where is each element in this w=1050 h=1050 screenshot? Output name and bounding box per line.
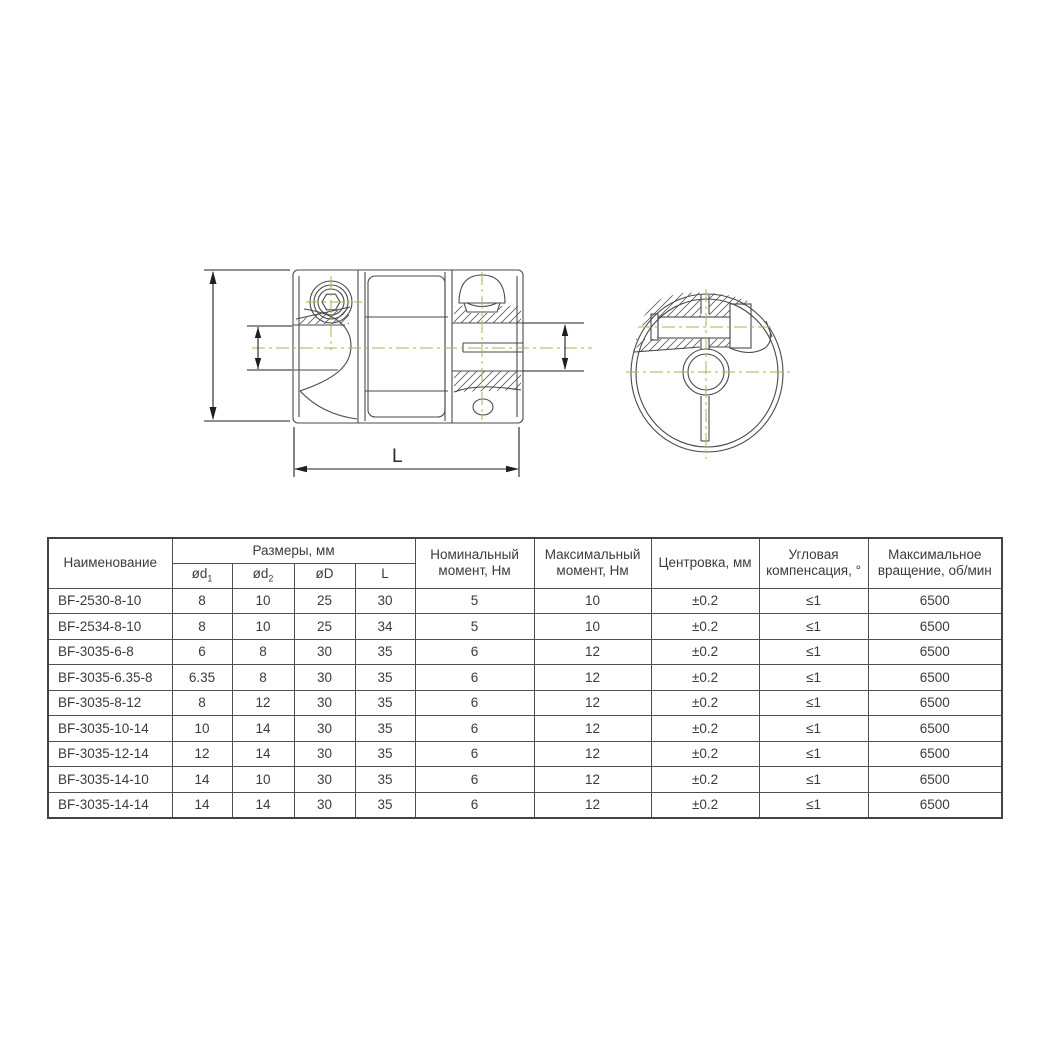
header-max-torque: Максимальный момент, Нм — [534, 538, 651, 588]
cell-angular: ≤1 — [759, 741, 868, 767]
cell-rpm: 6500 — [868, 639, 1002, 665]
cell-nominal-torque: 6 — [415, 665, 534, 691]
cell-rpm: 6500 — [868, 767, 1002, 793]
cell-rpm: 6500 — [868, 741, 1002, 767]
cell-model: BF-3035-14-14 — [48, 792, 172, 818]
cell-centering: ±0.2 — [651, 792, 759, 818]
cell-d2: 14 — [232, 741, 294, 767]
cell-angular: ≤1 — [759, 690, 868, 716]
cell-centering: ±0.2 — [651, 690, 759, 716]
header-L: L — [355, 563, 415, 588]
cell-D: 30 — [294, 767, 355, 793]
cell-model: BF-2530-8-10 — [48, 588, 172, 614]
table-row — [48, 588, 1002, 614]
cell-rpm: 6500 — [868, 588, 1002, 614]
cell-model: BF-2534-8-10 — [48, 614, 172, 640]
cell-nominal-torque: 5 — [415, 614, 534, 640]
cell-centering: ±0.2 — [651, 767, 759, 793]
header-D: øD — [294, 563, 355, 588]
cell-centering: ±0.2 — [651, 588, 759, 614]
cell-centering: ±0.2 — [651, 665, 759, 691]
cell-model: BF-3035-14-10 — [48, 767, 172, 793]
dimension-od-outer — [204, 270, 290, 421]
cell-max-torque: 10 — [534, 588, 651, 614]
cell-rpm: 6500 — [868, 665, 1002, 691]
cell-model: BF-3035-6-8 — [48, 639, 172, 665]
cell-model: BF-3035-12-14 — [48, 741, 172, 767]
cell-centering: ±0.2 — [651, 716, 759, 742]
header-max-rotation: Максимальное вращение, об/мин — [868, 538, 1002, 588]
cell-angular: ≤1 — [759, 792, 868, 818]
cell-d1: 6 — [172, 639, 232, 665]
cell-d1: 14 — [172, 792, 232, 818]
cell-nominal-torque: 5 — [415, 588, 534, 614]
cell-D: 25 — [294, 588, 355, 614]
cell-max-torque: 12 — [534, 690, 651, 716]
spec-table — [47, 537, 1003, 819]
table-row — [48, 639, 1002, 665]
cell-max-torque: 12 — [534, 792, 651, 818]
cell-max-torque: 12 — [534, 665, 651, 691]
table-row — [48, 665, 1002, 691]
dimension-lines — [204, 270, 584, 477]
cell-max-torque: 12 — [534, 716, 651, 742]
cell-angular: ≤1 — [759, 639, 868, 665]
cell-d2: 10 — [232, 614, 294, 640]
cell-model: BF-3035-10-14 — [48, 716, 172, 742]
cell-nominal-torque: 6 — [415, 690, 534, 716]
cell-d1: 8 — [172, 614, 232, 640]
table-row — [48, 690, 1002, 716]
cell-centering: ±0.2 — [651, 614, 759, 640]
cell-D: 30 — [294, 665, 355, 691]
table-row — [48, 792, 1002, 818]
dimension-bore-right — [523, 323, 584, 371]
cell-max-torque: 12 — [534, 639, 651, 665]
cell-L: 35 — [355, 741, 415, 767]
cell-angular: ≤1 — [759, 767, 868, 793]
cell-L: 35 — [355, 639, 415, 665]
header-d1: $ød_1$ — [172, 563, 232, 588]
cell-centering: ±0.2 — [651, 639, 759, 665]
cell-rpm: 6500 — [868, 614, 1002, 640]
cell-L: 35 — [355, 665, 415, 691]
cell-D: 30 — [294, 690, 355, 716]
cell-L: 35 — [355, 767, 415, 793]
cell-d2: 10 — [232, 767, 294, 793]
cell-max-torque: 12 — [534, 767, 651, 793]
cell-rpm: 6500 — [868, 716, 1002, 742]
header-sizes-group: Размеры, мм — [172, 538, 415, 563]
cell-model: BF-3035-6.35-8 — [48, 665, 172, 691]
cell-d2: 8 — [232, 639, 294, 665]
cell-L: 35 — [355, 690, 415, 716]
cell-angular: ≤1 — [759, 665, 868, 691]
cell-rpm: 6500 — [868, 792, 1002, 818]
cell-d1: 12 — [172, 741, 232, 767]
cell-d1: 14 — [172, 767, 232, 793]
cell-D: 30 — [294, 792, 355, 818]
cell-nominal-torque: 6 — [415, 716, 534, 742]
table-row — [48, 741, 1002, 767]
cell-d1: 10 — [172, 716, 232, 742]
cell-nominal-torque: 6 — [415, 741, 534, 767]
cell-max-torque: 12 — [534, 741, 651, 767]
cell-d2: 10 — [232, 588, 294, 614]
cell-L: 35 — [355, 792, 415, 818]
cell-d1: 8 — [172, 690, 232, 716]
cell-D: 25 — [294, 614, 355, 640]
cell-D: 30 — [294, 741, 355, 767]
cell-d1: 6.35 — [172, 665, 232, 691]
coupling-side-view — [293, 270, 523, 423]
table-row — [48, 767, 1002, 793]
dimension-label-L: L — [392, 446, 403, 467]
cell-angular: ≤1 — [759, 614, 868, 640]
cell-L: 34 — [355, 614, 415, 640]
cell-rpm: 6500 — [868, 690, 1002, 716]
header-d2: $ød_2$ — [232, 563, 294, 588]
cell-d2: 12 — [232, 690, 294, 716]
cell-L: 35 — [355, 716, 415, 742]
table-row — [48, 716, 1002, 742]
cell-L: 30 — [355, 588, 415, 614]
cell-d2: 14 — [232, 792, 294, 818]
header-name: Наименование — [48, 538, 172, 588]
cell-nominal-torque: 6 — [415, 767, 534, 793]
cell-angular: ≤1 — [759, 588, 868, 614]
cell-d1: 8 — [172, 588, 232, 614]
cell-d2: 8 — [232, 665, 294, 691]
cell-centering: ±0.2 — [651, 741, 759, 767]
cell-d2: 14 — [232, 716, 294, 742]
table-row — [48, 614, 1002, 640]
header-angular: Угловая компенсация, ° — [759, 538, 868, 588]
cell-angular: ≤1 — [759, 716, 868, 742]
cell-nominal-torque: 6 — [415, 792, 534, 818]
cell-max-torque: 10 — [534, 614, 651, 640]
header-centering: Центровка, мм — [651, 538, 759, 588]
cell-model: BF-3035-8-12 — [48, 690, 172, 716]
cell-nominal-torque: 6 — [415, 639, 534, 665]
cell-D: 30 — [294, 639, 355, 665]
dimension-length — [294, 427, 519, 477]
header-nominal-torque: Номинальный момент, Нм — [415, 538, 534, 588]
cell-D: 30 — [294, 716, 355, 742]
